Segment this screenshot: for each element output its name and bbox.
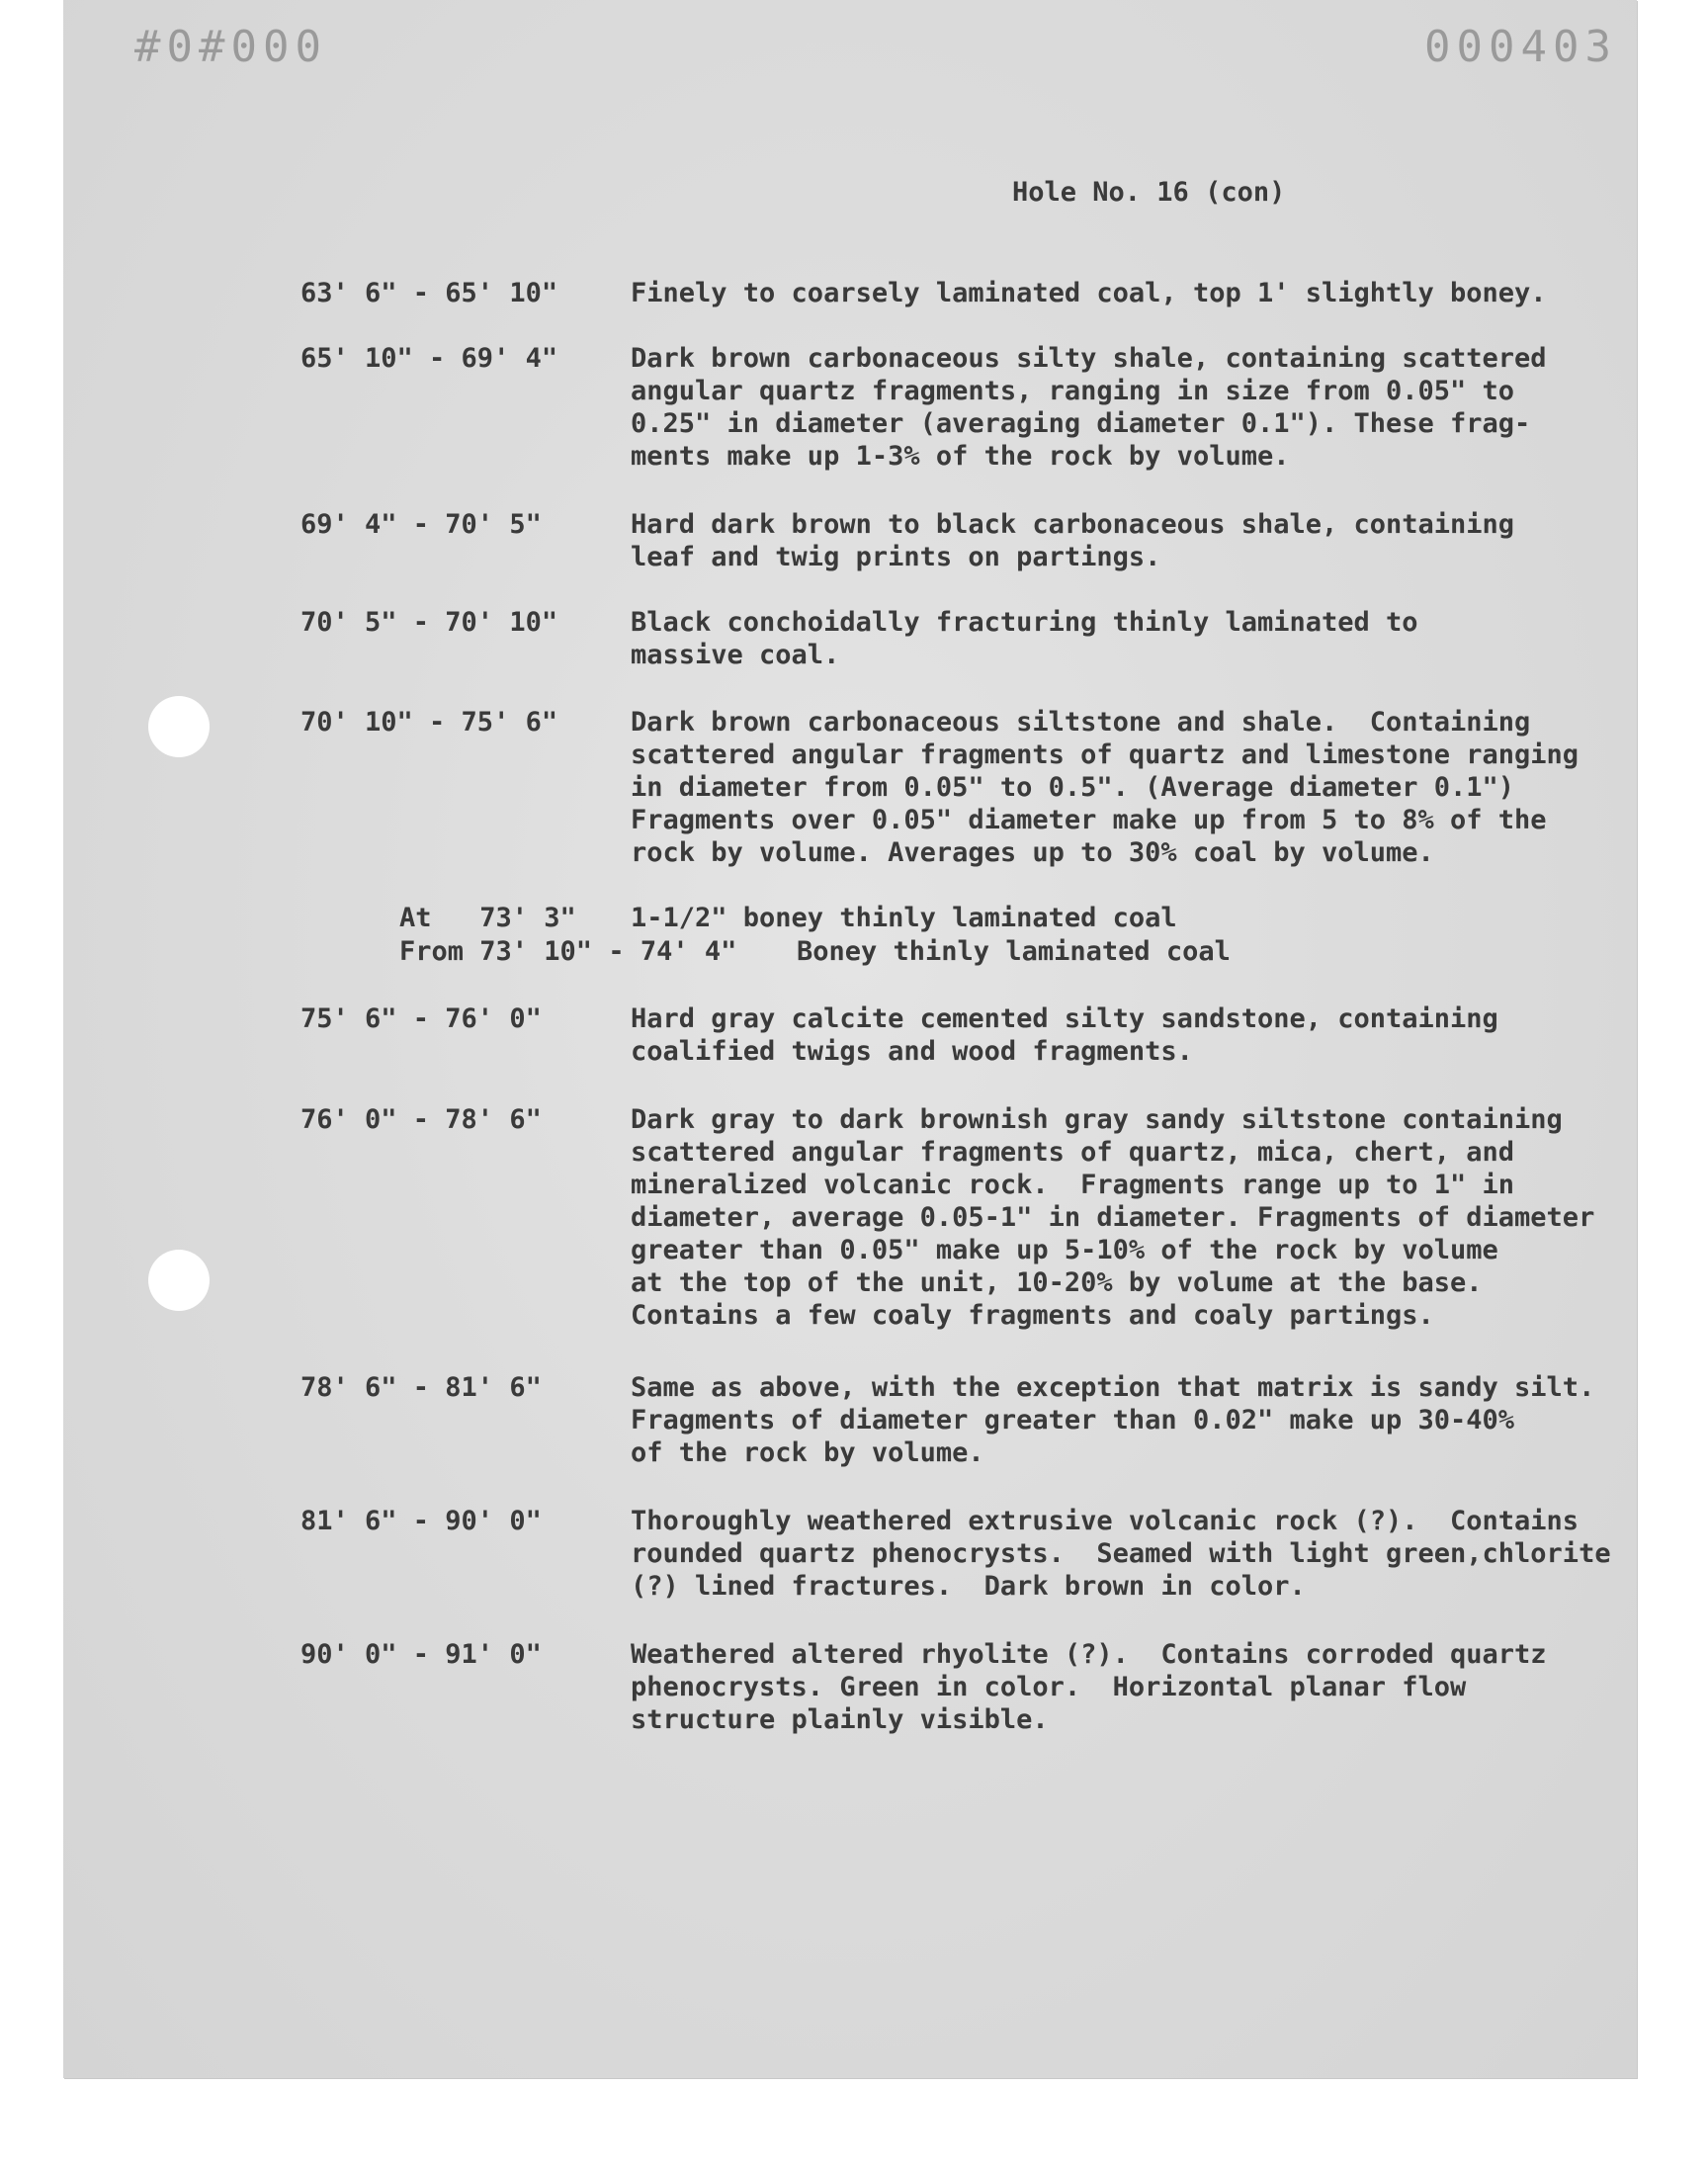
description-line: Black conchoidally fracturing thinly laminated to [631, 607, 1418, 638]
description-line: scattered angular fragments of quartz and limestone ranging [631, 740, 1580, 770]
description-line: Thoroughly weathered extrusive volcanic rock (?). Contains [631, 1506, 1580, 1536]
description-line: at the top of the unit, 10-20% by volume at the base. [631, 1267, 1483, 1298]
depth-range: 78' 6" - 81' 6" [300, 1372, 542, 1403]
description-line: 0.25" in diameter (averaging diameter 0.1"). These frag- [631, 408, 1531, 439]
description-line: Hard gray calcite cemented silty sandstone, containing [631, 1003, 1498, 1034]
description-line: of the rock by volume. [631, 1437, 984, 1468]
description-line: rock by volume. Averages up to 30% coal by volume. [631, 837, 1434, 868]
punch-hole [148, 1250, 210, 1311]
depth-range: 90' 0" - 91' 0" [300, 1639, 542, 1670]
depth-range: 70' 10" - 75' 6" [300, 707, 558, 738]
depth-range: 76' 0" - 78' 6" [300, 1104, 542, 1135]
description-line: Dark brown carbonaceous silty shale, containing scattered [631, 343, 1547, 374]
description-line: (?) lined fractures. Dark brown in color. [631, 1571, 1306, 1602]
description-line: Weathered altered rhyolite (?). Contains corroded quartz [631, 1639, 1547, 1670]
description-line: Fragments over 0.05" diameter make up from 5 to 8% of the [631, 805, 1547, 835]
description-line: rounded quartz phenocrysts. Seamed with light green,chlorite [631, 1538, 1611, 1569]
description [631, 1505, 1611, 1603]
sub-entry-depth: At 73' 3" [399, 903, 576, 933]
description-line: Hard dark brown to black carbonaceous shale, containing [631, 509, 1515, 540]
description-line: Contains a few coaly fragments and coaly partings. [631, 1300, 1434, 1331]
description-line: Same as above, with the exception that matrix is sandy silt. [631, 1372, 1595, 1403]
page-title: Hole No. 16 (con) [1012, 177, 1286, 208]
description [631, 277, 1547, 309]
description [631, 706, 1579, 869]
punch-hole [148, 696, 210, 757]
description-line: phenocrysts. Green in color. Horizontal planar flow [631, 1672, 1467, 1702]
description-line: Dark gray to dark brownish gray sandy siltstone containing [631, 1104, 1563, 1135]
description-line: ments make up 1-3% of the rock by volume. [631, 441, 1290, 472]
description-line: in diameter from 0.05" to 0.5". (Average diameter 0.1") [631, 772, 1515, 803]
description-line: Fragments of diameter greater than 0.02" make up 30-40% [631, 1405, 1515, 1436]
description [631, 1002, 1498, 1068]
description [631, 508, 1514, 573]
depth-range: 69' 4" - 70' 5" [300, 509, 542, 540]
description-line: massive coal. [631, 640, 840, 670]
page-stamp-left: #0#000 [134, 22, 327, 72]
description [631, 1103, 1594, 1332]
description [631, 342, 1547, 473]
sub-entry-text: Boney thinly laminated coal [797, 936, 1231, 967]
description-line: diameter, average 0.05-1" in diameter. Fragments of diameter [631, 1202, 1595, 1233]
description-line: mineralized volcanic rock. Fragments range up to 1" in [631, 1170, 1515, 1200]
description-line: Finely to coarsely laminated coal, top 1' slightly boney. [631, 278, 1547, 308]
description [631, 1638, 1547, 1736]
depth-range: 81' 6" - 90' 0" [300, 1506, 542, 1536]
description-line: Dark brown carbonaceous siltstone and shale. Containing [631, 707, 1531, 738]
depth-range: 65' 10" - 69' 4" [300, 343, 558, 374]
description [631, 606, 1418, 671]
description [631, 1371, 1594, 1469]
description-line: angular quartz fragments, ranging in size from 0.05" to [631, 376, 1515, 406]
depth-range: 75' 6" - 76' 0" [300, 1003, 542, 1034]
description-line: leaf and twig prints on partings. [631, 542, 1161, 572]
depth-range: 70' 5" - 70' 10" [300, 607, 558, 638]
page-stamp-right: 000403 [1424, 22, 1617, 72]
sub-entry-text: 1-1/2" boney thinly laminated coal [631, 903, 1177, 933]
description-line: scattered angular fragments of quartz, mica, chert, and [631, 1137, 1515, 1168]
sub-entry-depth: From 73' 10" - 74' 4" [399, 936, 737, 967]
depth-range: 63' 6" - 65' 10" [300, 278, 558, 308]
description-line: greater than 0.05" make up 5-10% of the rock by volume [631, 1235, 1498, 1265]
description-line: structure plainly visible. [631, 1704, 1049, 1735]
description-line: coalified twigs and wood fragments. [631, 1036, 1193, 1067]
